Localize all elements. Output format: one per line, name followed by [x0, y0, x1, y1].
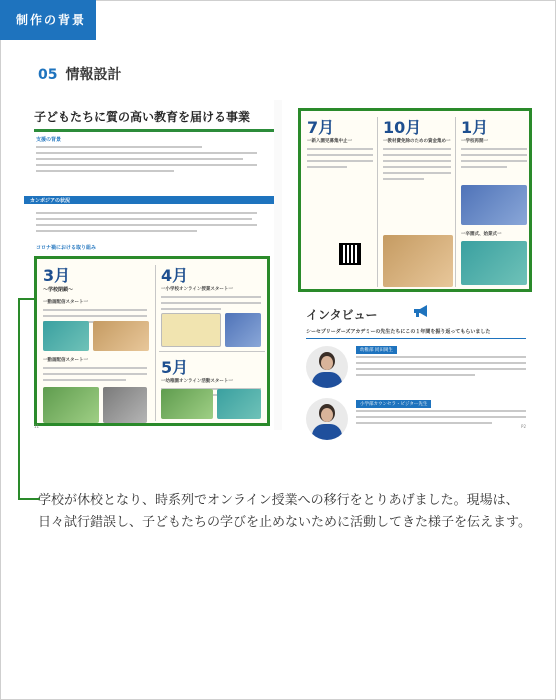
photo: [43, 321, 89, 351]
timeline-may: [161, 355, 265, 400]
callout-connector: [18, 298, 20, 498]
photo: [161, 389, 213, 419]
section-tab: 制作の背景: [0, 0, 96, 40]
interviewee-role: 小学部カウンセラ・ビジター先生: [356, 400, 431, 408]
left-timeline-box: [34, 256, 270, 426]
page-footer: 11: [34, 424, 40, 429]
event-label: 一新入園児募集中止一: [307, 139, 352, 144]
right-timeline-box: [298, 108, 532, 292]
magazine-spread: [24, 100, 532, 430]
timeline-divider: [455, 117, 456, 287]
timeline-divider: [377, 117, 378, 287]
cambodia-body: [36, 212, 266, 236]
event-body: [161, 296, 261, 310]
callout-connector: [18, 298, 34, 300]
photo: [43, 387, 99, 423]
event-sub-label: 一卒園式、始業式一: [461, 232, 502, 237]
page-footer: P2: [521, 424, 526, 429]
photo: [225, 313, 261, 347]
month-label: 4月: [161, 266, 189, 285]
photo: [217, 389, 261, 419]
month-label: 5月: [161, 358, 189, 377]
event-body: [383, 148, 451, 180]
event-sub-label: 一動画配信スタート一: [43, 358, 88, 363]
interview-body: [356, 356, 526, 380]
cambodia-heading: カンボジアの状況: [30, 198, 71, 204]
interview-body: [356, 410, 526, 428]
background-heading: 支援の背景: [36, 137, 62, 143]
callout-connector: [18, 498, 40, 500]
qr-code-icon: [339, 243, 361, 265]
event-body: [307, 148, 373, 168]
event-body: [43, 367, 147, 385]
interview-title: インタビュー: [306, 308, 378, 322]
corona-heading: コロナ禍における取り組み: [36, 245, 97, 251]
caption-text: 学校が休校となり、時系列でオンライン授業への移行をとりあげました。現場は、日々試行錯誤し、子どもたちの学びを止めないために活動してきた様子を伝えます。: [38, 493, 531, 530]
section-title-text: 情報設計: [65, 67, 122, 83]
megaphone-icon: [412, 304, 430, 318]
photo: [93, 321, 149, 351]
avatar: [306, 398, 348, 440]
photo: [161, 313, 221, 347]
photo: [383, 235, 453, 287]
spread-headline: 子どもたちに質の高い教育を届ける事業: [34, 108, 274, 132]
event-label: 一学校再開一: [461, 139, 488, 144]
month-label: 1月: [461, 118, 489, 137]
timeline-divider: [159, 351, 265, 352]
event-label: 一教材費免除のための資金集め一: [383, 139, 451, 144]
month-label: 7月: [307, 118, 335, 137]
photo: [461, 185, 527, 225]
event-sub-label: 一動画配信スタート一: [43, 300, 88, 305]
event-label: 一幼稚園オンライン活動スタート一: [161, 379, 233, 384]
timeline-divider: [155, 265, 156, 421]
event-label: 〜学校閉鎖〜: [43, 287, 74, 293]
section-title: [38, 64, 121, 84]
photo: [461, 241, 527, 285]
photo: [103, 387, 147, 423]
timeline-january: [461, 115, 529, 237]
section-number: 05: [38, 67, 58, 83]
timeline-july: [307, 115, 375, 172]
month-label: 10月: [383, 118, 422, 137]
timeline-october: [383, 115, 453, 184]
spread-left-page: [24, 100, 274, 430]
event-body: [461, 148, 527, 168]
timeline-april: [161, 263, 265, 314]
background-body: [36, 146, 266, 176]
timeline-march: [43, 263, 151, 363]
month-label: 3月: [43, 266, 71, 285]
interview-subtitle: シーセプリーダーズアカデミーの先生たちにこの１年間を振り返ってもらいました: [306, 328, 526, 339]
interviewee-role: 幼稚部 同田岡生: [356, 346, 397, 354]
event-label: 一小学校オンライン授業スタート一: [161, 287, 233, 292]
avatar: [306, 346, 348, 388]
